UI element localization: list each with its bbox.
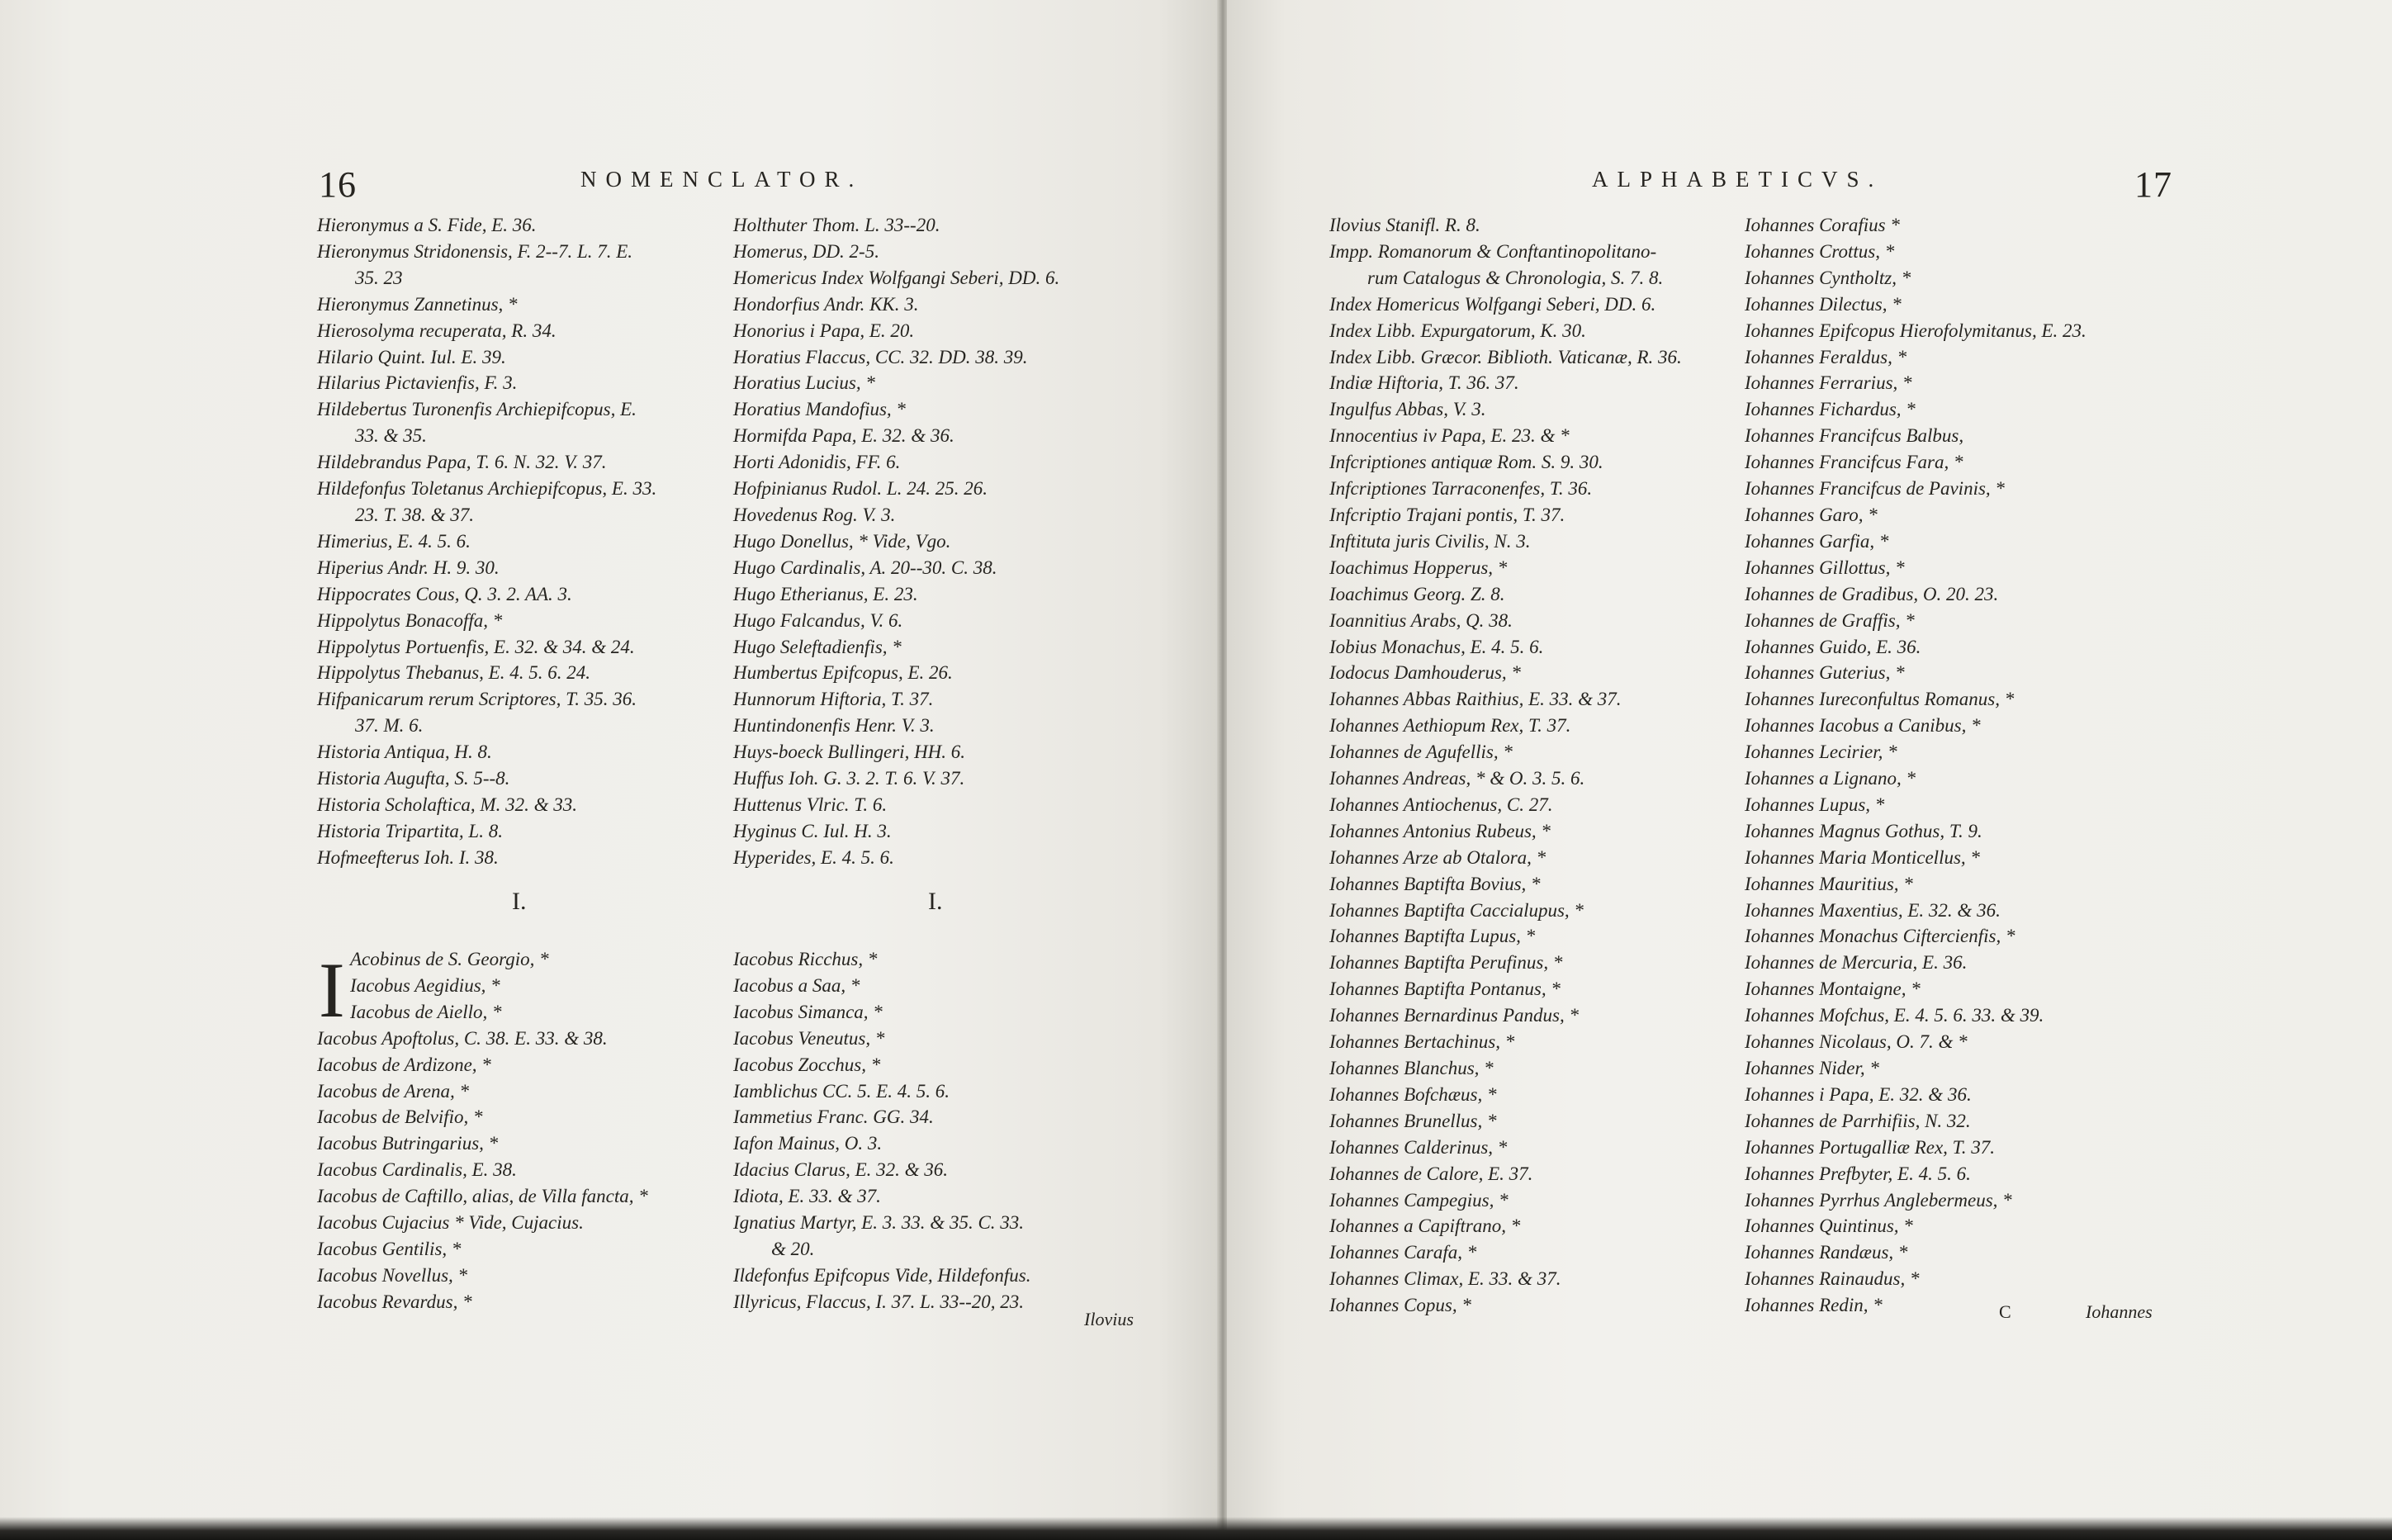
index-entry: Iafon Mainus, O. 3. [733, 1133, 883, 1154]
index-entry: Horatius Lucius, * [733, 372, 875, 394]
index-entry: Iohannes Monachus Ciftercienfis, * [1745, 926, 2015, 947]
index-entry: Iohannes Cyntholtz, * [1745, 267, 1911, 288]
index-entry: 37. M. 6. [355, 715, 424, 737]
index-entry: Iohannes Randæus, * [1745, 1242, 1908, 1263]
index-entry: Iohannes Nider, * [1745, 1058, 1879, 1078]
index-entry: Huttenus Vlric. T. 6. [733, 794, 888, 815]
index-entry: Iohannes Mauritius, * [1745, 873, 1913, 894]
index-entry: Hippolytus Thebanus, E. 4. 5. 6. 24. [317, 662, 590, 684]
index-entry: Iobius Monachus, E. 4. 5. 6. [1329, 636, 1544, 657]
index-entry: Iacobus Revardus, * [317, 1291, 472, 1312]
index-entry: Iohannes Iureconfultus Romanus, * [1745, 689, 2015, 710]
index-entry: Iohannes Baptifta Pontanus, * [1329, 978, 1561, 1000]
index-entry: Iohannes Francifcus Fara, * [1745, 452, 1963, 473]
index-entry: Iohannes Corafius * [1745, 215, 1900, 235]
index-entry: Iacobus Apoftolus, C. 38. E. 33. & 38. [317, 1027, 608, 1049]
index-column-i-right [733, 946, 1146, 1315]
index-entry: Iohannes Arze ab Otalora, * [1329, 846, 1547, 868]
index-entry: Iohannes Francifcus de Pavinis, * [1745, 478, 2005, 500]
index-entry: Iacobus Veneutus, * [733, 1027, 885, 1049]
index-entry: Iohannes Nicolaus, O. 7. & * [1745, 1031, 1968, 1053]
index-entry: Iohannes Baptifta Bovius, * [1329, 873, 1541, 894]
index-entry: Indiæ Hiftoria, T. 36. 37. [1329, 372, 1519, 394]
index-entry: Hugo Etherianus, E. 23. [733, 583, 918, 604]
index-entry: Iohannes Portugalliæ Rex, T. 37. [1745, 1136, 1996, 1158]
index-entry: Homericus Index Wolfgangi Seberi, DD. 6. [733, 267, 1060, 288]
index-entry: Horatius Mandofius, * [733, 399, 906, 420]
index-entry: Iohannes Andreas, * & O. 3. 5. 6. [1329, 768, 1585, 789]
running-head: ALPHABETICVS. [1592, 167, 1883, 192]
index-entry: Iohannes Guterius, * [1745, 662, 1905, 684]
index-entry: Hippolytus Portuenfis, E. 32. & 34. & 24. [317, 636, 635, 657]
index-entry: Hippocrates Cous, Q. 3. 2. AA. 3. [317, 583, 572, 604]
index-entry: Hippolytus Bonacoffa, * [317, 609, 503, 631]
index-entry: Iacobus Ricchus, * [733, 949, 878, 969]
drop-cap: I [319, 946, 345, 1034]
running-head: NOMENCLATOR. [580, 167, 864, 192]
index-entry: Idacius Clarus, E. 32. & 36. [733, 1159, 949, 1181]
index-entry: Iacobus Novellus, * [317, 1264, 468, 1286]
index-entry: 33. & 35. [355, 425, 427, 447]
index-entry: Hieronymus Stridonensis, F. 2--7. L. 7. E. [317, 240, 633, 262]
index-entry: Hugo Cardinalis, A. 20--30. C. 38. [733, 557, 997, 578]
index-entry: Hondorfius Andr. KK. 3. [733, 293, 919, 315]
index-entry: Iohannes Rainaudus, * [1745, 1268, 1920, 1290]
index-entry: Ioachimus Hopperus, * [1329, 557, 1508, 578]
index-entry: Iacobus Aegidius, * [350, 974, 500, 996]
index-entry: Iohannes Pyrrhus Anglebermeus, * [1745, 1189, 2012, 1211]
signature-mark: C [1999, 1301, 2011, 1322]
index-entry: Hofpinianus Rudol. L. 24. 25. 26. [733, 478, 988, 500]
index-entry: Huys-boeck Bullingeri, HH. 6. [733, 742, 966, 763]
index-entry: Iohannes Ferrarius, * [1745, 372, 1912, 394]
index-entry: Iohannes Lupus, * [1745, 794, 1885, 815]
index-entry: Iacobus Zocchus, * [733, 1054, 881, 1075]
index-entry: Index Libb. Expurgatorum, K. 30. [1329, 320, 1586, 341]
index-entry: Iohannes Fichardus, * [1745, 399, 1916, 420]
index-entry: Iacobus de Caftillo, alias, de Villa fancta, * [317, 1186, 648, 1207]
index-entry: Iohannes Brunellus, * [1329, 1110, 1497, 1131]
index-entry: Hunnorum Hiftoria, T. 37. [733, 689, 934, 710]
index-entry: Ioachimus Georg. Z. 8. [1329, 583, 1505, 604]
index-entry: Illyricus, Flaccus, I. 37. L. 33--20, 23. [733, 1291, 1024, 1312]
index-entry: Iohannes Quintinus, * [1745, 1215, 1913, 1237]
index-entry: Idiota, E. 33. & 37. [733, 1186, 881, 1207]
index-entry: Homerus, DD. 2-5. [733, 240, 879, 262]
index-entry: 23. T. 38. & 37. [355, 504, 474, 525]
index-column-right [1745, 212, 2158, 1319]
index-entry: Iacobus Simanca, * [733, 1001, 883, 1022]
index-entry: Ignatius Martyr, E. 3. 33. & 35. C. 33. [733, 1212, 1025, 1234]
section-heading-i-left: I. [512, 888, 527, 915]
index-entry: Hugo Seleftadienfis, * [733, 636, 902, 657]
page-number: 17 [2134, 164, 2172, 205]
index-entry: & 20. [771, 1238, 815, 1259]
index-entry: Historia Antiqua, H. 8. [317, 742, 492, 763]
index-entry: Inftituta juris Civilis, N. 3. [1329, 530, 1531, 552]
index-entry: Iohannes Maria Monticellus, * [1745, 846, 1980, 868]
index-entry: Honorius i Papa, E. 20. [733, 320, 915, 341]
index-entry: Iohannes Garfia, * [1745, 530, 1889, 552]
index-entry: Historia Scholaftica, M. 32. & 33. [317, 794, 577, 815]
index-entry: Iacobus de Ardizone, * [317, 1054, 491, 1075]
index-entry: Iohannes Magnus Gothus, T. 9. [1745, 820, 1982, 841]
index-entry: Iohannes Bertachinus, * [1329, 1031, 1515, 1053]
index-entry: Iohannes de Calore, E. 37. [1329, 1163, 1533, 1184]
index-entry: 35. 23 [355, 267, 403, 288]
index-entry: Acobinus de S. Georgio, * [350, 949, 549, 969]
index-entry: Iohannes Baptifta Caccialupus, * [1329, 899, 1584, 921]
index-entry: Iohannes Iacobus a Canibus, * [1745, 715, 1981, 737]
index-entry: Infcriptiones antiquæ Rom. S. 9. 30. [1329, 452, 1603, 473]
index-entry: Iammetius Franc. GG. 34. [733, 1106, 934, 1128]
index-entry: Iohannes Mofchus, E. 4. 5. 6. 33. & 39. [1745, 1005, 2044, 1026]
index-entry: Iohannes Abbas Raithius, E. 33. & 37. [1329, 689, 1622, 710]
book-bottom-edge [0, 1517, 2392, 1540]
index-entry: Index Libb. Græcor. Biblioth. Vaticanæ, R. 36. [1329, 346, 1682, 367]
index-entry: Iohannes Guido, E. 36. [1745, 636, 1921, 657]
index-entry: Iohannes Francifcus Balbus, [1745, 425, 1964, 447]
index-entry: Ioannitius Arabs, Q. 38. [1329, 609, 1513, 631]
index-entry: Horatius Flaccus, CC. 32. DD. 38. 39. [733, 346, 1028, 367]
index-entry: Iohannes Lecirier, * [1745, 742, 1897, 763]
index-entry: Iohannes Antiochenus, C. 27. [1329, 794, 1553, 815]
index-entry: Iohannes Bofchæus, * [1329, 1083, 1497, 1105]
index-entry: Iohannes Gillottus, * [1745, 557, 1905, 578]
index-entry: Hildefonfus Toletanus Archiepifcopus, E. 33. [317, 478, 657, 500]
index-entry: Hieronymus Zannetinus, * [317, 293, 518, 315]
index-entry: Huffus Ioh. G. 3. 2. T. 6. V. 37. [733, 768, 965, 789]
index-entry: Hyperides, E. 4. 5. 6. [733, 846, 894, 868]
right-page [1227, 0, 2392, 1540]
index-entry: Iohannes Montaigne, * [1745, 978, 1921, 1000]
index-entry: Humbertus Epifcopus, E. 26. [733, 662, 953, 684]
index-entry: Iohannes Garo, * [1745, 504, 1878, 525]
index-column-h-left [317, 212, 722, 871]
index-entry: Iohannes de Agufellis, * [1329, 742, 1513, 763]
index-entry: Historia Tripartita, L. 8. [317, 820, 503, 841]
index-entry: Hiperius Andr. H. 9. 30. [317, 557, 500, 578]
index-entry: Iohannes Dilectus, * [1745, 293, 1902, 315]
index-entry: Iacobus a Saa, * [733, 974, 860, 996]
index-entry: Holthuter Thom. L. 33--20. [733, 215, 940, 235]
index-entry: Iohannes Baptifta Lupus, * [1329, 926, 1536, 947]
index-entry: Hifpanicarum rerum Scriptores, T. 35. 36. [317, 689, 637, 710]
index-entry: rum Catalogus & Chronologia, S. 7. 8. [1367, 267, 1664, 288]
index-entry: Iacobus de Belvifio, * [317, 1106, 483, 1128]
index-entry: Infcriptio Trajani pontis, T. 37. [1329, 504, 1565, 525]
index-entry: Iohannes Feraldus, * [1745, 346, 1907, 367]
index-entry: Iohannes Crottus, * [1745, 240, 1895, 262]
index-column-left [1329, 212, 1742, 1319]
index-entry: Horti Adonidis, FF. 6. [733, 452, 901, 473]
page-number: 16 [319, 164, 357, 205]
index-entry: Iohannes Prefbyter, E. 4. 5. 6. [1745, 1163, 1971, 1184]
index-entry: Iacobus de Aiello, * [350, 1001, 502, 1022]
catchword: Iohannes [2086, 1301, 2153, 1322]
index-entry: Iamblichus CC. 5. E. 4. 5. 6. [733, 1080, 950, 1102]
index-entry: Index Homericus Wolfgangi Seberi, DD. 6. [1329, 293, 1656, 315]
section-heading-i-right: I. [928, 888, 943, 915]
index-entry: Impp. Romanorum & Conftantinopolitano- [1329, 240, 1657, 262]
catchword: Ilovius [1084, 1309, 1134, 1329]
index-entry: Ildefonfus Epifcopus Vide, Hildefonfus. [733, 1264, 1031, 1286]
index-entry: Huntindonenfis Henr. V. 3. [733, 715, 935, 737]
index-column-i-left [317, 946, 722, 1315]
index-entry: Iohannes de Graffis, * [1745, 609, 1915, 631]
index-entry: Iohannes Antonius Rubeus, * [1329, 820, 1551, 841]
index-entry: Hilarius Pictavienfis, F. 3. [317, 372, 518, 394]
index-entry: Hilario Quint. Iul. E. 39. [317, 346, 506, 367]
index-entry: Hofmeefterus Ioh. I. 38. [317, 846, 499, 868]
index-entry: Hugo Falcandus, V. 6. [733, 609, 903, 631]
index-entry: Iacobus Cujacius * Vide, Cujacius. [317, 1212, 584, 1234]
index-entry: Hugo Donellus, * Vide, Vgo. [733, 530, 951, 552]
index-entry: Iohannes Epifcopus Hierofolymitanus, E. 23. [1745, 320, 2086, 341]
index-entry: Iodocus Damhouderus, * [1329, 662, 1521, 684]
index-entry: Iacobus Gentilis, * [317, 1238, 462, 1259]
index-entry: Iohannes Calderinus, * [1329, 1136, 1508, 1158]
index-entry: Hildebertus Turonenfis Archiepifcopus, E. [317, 399, 637, 420]
index-entry: Iacobus Butringarius, * [317, 1133, 499, 1154]
index-entry: Iohannes Baptifta Perufinus, * [1329, 952, 1563, 974]
index-entry: Iohannes a Lignano, * [1745, 768, 1916, 789]
index-entry: Iohannes Campegius, * [1329, 1189, 1509, 1211]
index-entry: Iohannes Maxentius, E. 32. & 36. [1745, 899, 2001, 921]
index-entry: Iohannes de Parrhifiis, N. 32. [1745, 1110, 1971, 1131]
index-entry: Iohannes Aethiopum Rex, T. 37. [1329, 715, 1571, 737]
index-entry: Iohannes Climax, E. 33. & 37. [1329, 1268, 1561, 1290]
index-entry: Iacobus Cardinalis, E. 38. [317, 1159, 517, 1181]
index-entry: Iohannes Redin, * [1745, 1295, 1883, 1316]
index-column-h-right [733, 212, 1146, 871]
index-entry: Hierosolyma recuperata, R. 34. [317, 320, 557, 341]
index-entry: Hildebrandus Papa, T. 6. N. 32. V. 37. [317, 452, 607, 473]
index-entry: Himerius, E. 4. 5. 6. [317, 530, 471, 552]
index-entry: Iohannes Copus, * [1329, 1295, 1471, 1316]
index-entry: Ingulfus Abbas, V. 3. [1329, 399, 1486, 420]
index-entry: Iohannes de Gradibus, O. 20. 23. [1745, 583, 1999, 604]
index-entry: Infcriptiones Tarraconenfes, T. 36. [1329, 478, 1593, 500]
index-entry: Hyginus C. Iul. H. 3. [733, 820, 892, 841]
index-entry: Ilovius Stanifl. R. 8. [1329, 215, 1480, 235]
index-entry: Iohannes a Capiftrano, * [1329, 1215, 1521, 1237]
index-entry: Innocentius iv Papa, E. 23. & * [1329, 425, 1570, 447]
index-entry: Iohannes Blanchus, * [1329, 1058, 1494, 1078]
index-entry: Iacobus de Arena, * [317, 1080, 469, 1102]
index-entry: Historia Augufta, S. 5--8. [317, 768, 510, 789]
index-entry: Hieronymus a S. Fide, E. 36. [317, 215, 537, 235]
index-entry: Iohannes i Papa, E. 32. & 36. [1745, 1083, 1972, 1105]
index-entry: Hormifda Papa, E. 32. & 36. [733, 425, 954, 447]
index-entry: Hovedenus Rog. V. 3. [733, 504, 896, 525]
index-entry: Iohannes Bernardinus Pandus, * [1329, 1005, 1579, 1026]
index-entry: Iohannes Carafa, * [1329, 1242, 1477, 1263]
index-entry: Iohannes de Mercuria, E. 36. [1745, 952, 1968, 974]
